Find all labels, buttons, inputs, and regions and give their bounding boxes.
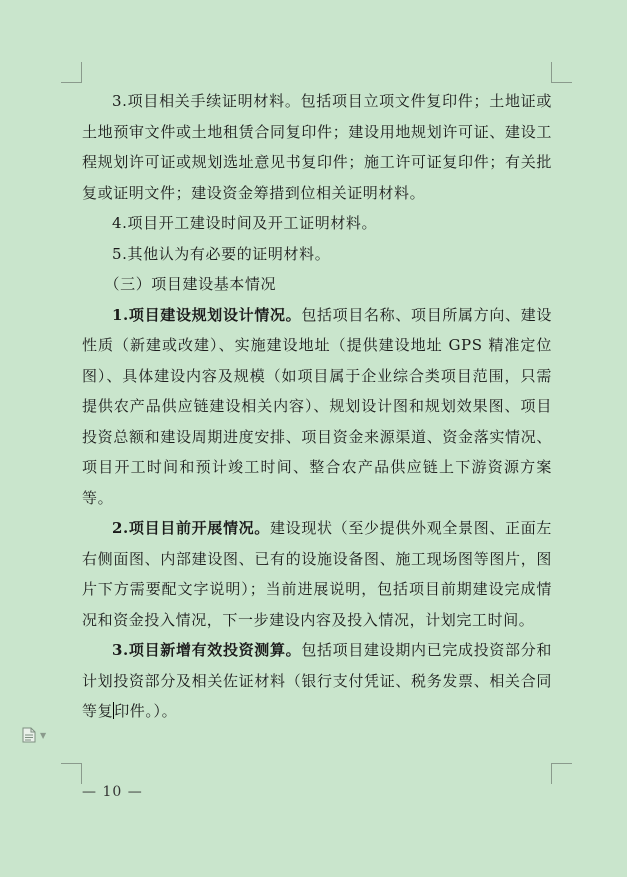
paragraph	[82, 635, 552, 727]
crop-mark-top-right	[551, 62, 572, 83]
paragraph-text: 包括项目名称、项目所属方向、建设性质（新建或改建）、实施建设地址（提供建设地址 GPS 精准定位图）、具体建设内容及规模（如项目属于企业综合类项目范围，只需提供农产品供应链建设相关内容）、规划设计图和规划效果图、项目投资总额和建设周期进度安排、项目资金来源渠道、资金落实情况、项目开工时间和预计竣工时间、整合农产品供应链上下游资源方案等。	[82, 305, 552, 507]
paragraph-lead-bold: 2.项目目前开展情况。	[112, 519, 270, 537]
document-icon	[22, 727, 36, 743]
section-heading-text: （三）项目建设基本情况	[104, 275, 277, 293]
paragraph-lead-bold: 1.项目建设规划设计情况。	[112, 305, 302, 324]
paragraph-text: 包括项目建设期内已完成投资部分和计划投资部分及相关佐证材料（银行支付凭证、税务发票、相关合同等复	[82, 641, 552, 720]
paragraph-text: 4.项目开工建设时间及开工证明材料。	[112, 214, 378, 232]
paragraph-text-tail: 印件。）。	[114, 702, 178, 720]
dropdown-arrow-icon: ▼	[40, 730, 47, 740]
document-tool-button[interactable]	[22, 726, 54, 744]
crop-mark-top-left	[61, 62, 82, 83]
crop-mark-bottom-right	[551, 763, 572, 784]
paragraph-lead-bold: 3.项目新增有效投资测算。	[112, 641, 302, 659]
crop-mark-bottom-left	[61, 763, 82, 784]
paragraph	[82, 239, 552, 270]
paragraph-text: 5.其他认为有必要的证明材料。	[112, 244, 331, 263]
paragraph-text: 3.项目相关手续证明材料。包括项目立项文件复印件；土地证或土地预审文件或土地租赁合同复印件；建设用地规划许可证、建设工程规划许可证或规划选址意见书复印件；施工许可证复印件；有关批复或证明文件；建设资金筹措到位相关证明材料。	[82, 92, 552, 202]
section-heading	[82, 269, 552, 300]
paragraph	[82, 300, 552, 514]
paragraph	[82, 86, 552, 208]
page-number: — 10 —	[82, 784, 143, 800]
paragraph-text: 建设现状（至少提供外观全景图、正面左右侧面图、内部建设图、已有的设施设备图、施工现场图等图片，图片下方需要配文字说明）；当前进展说明，包括项目前期建设完成情况和资金投入情况，下一步建设内容及投入情况，计划完工时间。	[82, 519, 552, 629]
paragraph	[82, 208, 552, 239]
document-body[interactable]	[82, 86, 552, 727]
paragraph	[82, 513, 552, 635]
